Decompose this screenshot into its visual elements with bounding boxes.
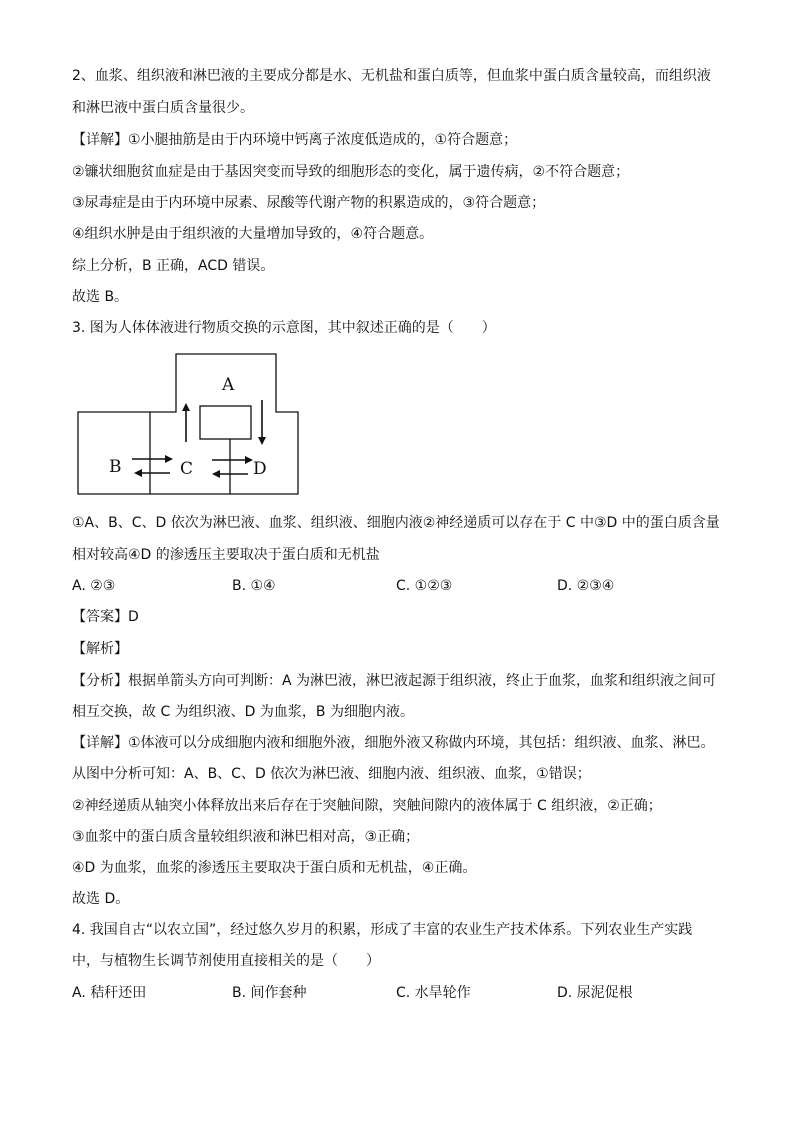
q4-option-a: A. 秸秆还田 <box>72 985 147 1001</box>
answer-label: 【答案】D <box>72 609 139 625</box>
label-b: B <box>109 457 122 477</box>
text-line: ④组织水肿是由于组织液的大量增加导致的，④符合题意。 <box>72 226 434 242</box>
q4-option-b: B. 间作套种 <box>232 985 307 1001</box>
text-line: 相对较高④D 的渗透压主要取决于蛋白质和无机盐 <box>72 547 380 563</box>
capillary-box <box>200 406 251 439</box>
text-line: 2、血浆、组织液和淋巴液的主要成分都是水、无机盐和蛋白质等，但血浆中蛋白质含量较高，而组织液 <box>72 68 711 84</box>
arrow-d-to-c-head <box>212 470 220 478</box>
label-d: D <box>253 459 267 479</box>
arrow-up-head <box>182 403 190 411</box>
q3-option-b: B. ①④ <box>232 578 276 594</box>
text-line: 中，与植物生长调节剂使用直接相关的是（ ） <box>72 953 380 969</box>
body-fluid-exchange-diagram <box>76 352 302 498</box>
text-line: ①A、B、C、D 依次为淋巴液、血浆、组织液、细胞内液②神经递质可以存在于 C 中③D 中的蛋白质含量 <box>72 515 720 531</box>
arrow-c-to-d-head <box>245 456 253 464</box>
text-line: 【详解】①小腿抽筋是由于内环境中钙离子浓度低造成的，①符合题意； <box>72 132 518 148</box>
q3-option-d: D. ②③④ <box>557 578 615 594</box>
question-4-stem: 4. 我国自古“以农立国”，经过悠久岁月的积累，形成了丰富的农业生产技术体系。下列农业生产实践 <box>72 922 693 938</box>
text-line: 从图中分析可知：A、B、C、D 依次为淋巴液、细胞内液、组织液、血浆，①错误； <box>72 766 591 782</box>
label-c: C <box>180 459 194 479</box>
label-a: A <box>222 375 235 395</box>
arrow-down-head <box>258 437 266 445</box>
text-line: ②镰状细胞贫血症是由于基因突变而导致的细胞形态的变化，属于遗传病，②不符合题意； <box>72 164 630 180</box>
q4-option-d: D. 尿泥促根 <box>557 985 633 1001</box>
arrow-c-to-b-head <box>134 469 142 477</box>
text-line: 和淋巴液中蛋白质含量很少。 <box>72 100 254 116</box>
text-line: 故选 D。 <box>72 891 130 907</box>
text-line: ④D 为血浆，血浆的渗透压主要取决于蛋白质和无机盐，④正确。 <box>72 860 477 876</box>
q3-option-a: A. ②③ <box>72 578 116 594</box>
text-line: 综上分析，B 正确，ACD 错误。 <box>72 258 275 274</box>
q3-option-c: C. ①②③ <box>396 578 453 594</box>
text-line: 【分析】根据单箭头方向可判断：A 为淋巴液，淋巴液起源于组织液，终止于血浆，血浆和组织液之间可 <box>72 673 717 689</box>
arrow-b-to-c-head <box>165 455 173 463</box>
text-line: ③血浆中的蛋白质含量较组织液和淋巴相对高，③正确； <box>72 829 420 845</box>
text-line: ③尿毒症是由于内环境中尿素、尿酸等代谢产物的积累造成的，③符合题意； <box>72 195 546 211</box>
question-3-stem: 3. 图为人体体液进行物质交换的示意图，其中叙述正确的是（ ） <box>72 320 496 336</box>
text-line: 【详解】①体液可以分成细胞内液和细胞外液，细胞外液又称做内环境，其包括：组织液、血浆、淋巴。 <box>72 735 715 751</box>
text-line: ②神经递质从轴突小体释放出来后存在于突触间隙，突触间隙内的液体属于 C 组织液，②正确； <box>72 798 662 814</box>
text-line: 故选 B。 <box>72 289 129 305</box>
text-line: 相互交换，故 C 为组织液、D 为血浆，B 为细胞内液。 <box>72 704 414 720</box>
q4-option-c: C. 水旱轮作 <box>396 985 471 1001</box>
analysis-label: 【解析】 <box>72 641 128 657</box>
